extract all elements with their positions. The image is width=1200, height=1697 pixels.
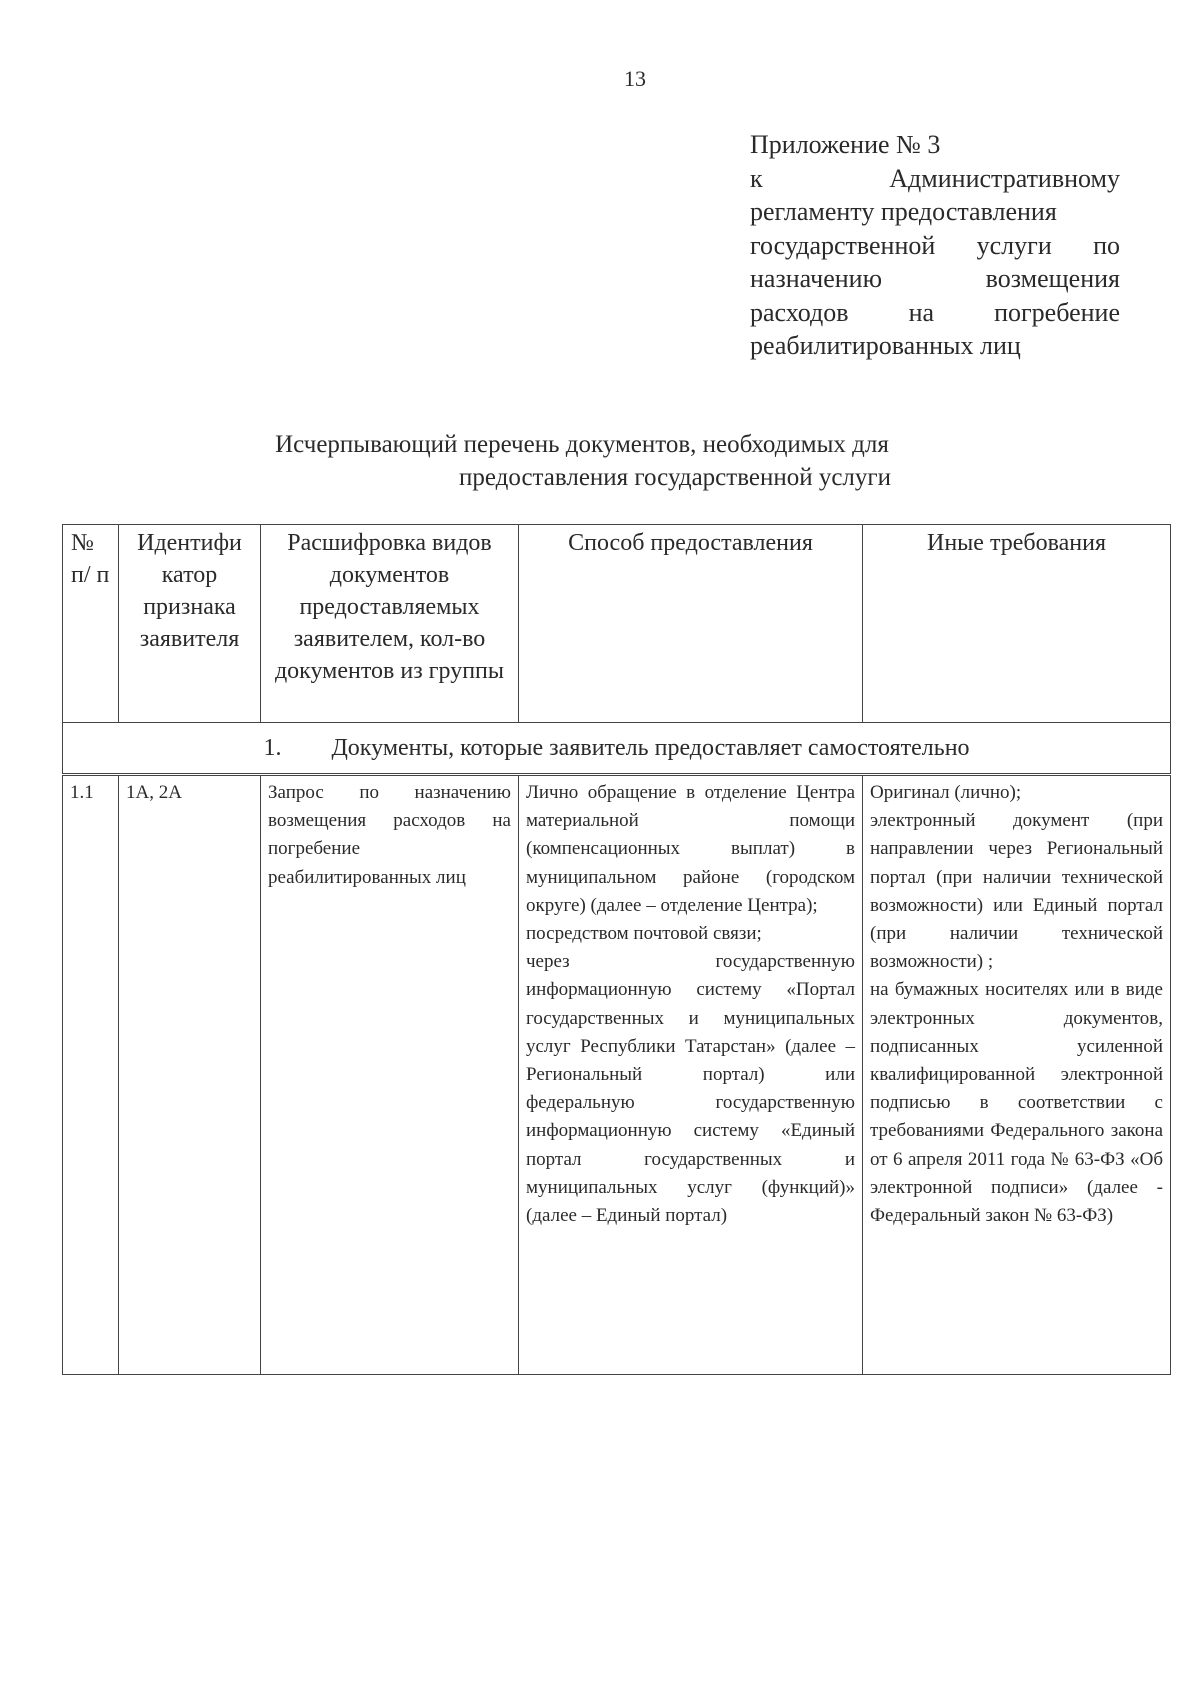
section-title: Документы, которые заявитель предоставляет самостоятельно bbox=[331, 734, 970, 761]
row-decoding: Запрос по назначению возмещения расходов на погребение реабилитированных лиц bbox=[261, 775, 519, 1375]
header-other-requirements: Иные требования bbox=[863, 525, 1171, 723]
header-method: Способ предоставления bbox=[519, 525, 863, 723]
appendix-word: возмещения bbox=[985, 264, 1120, 293]
section-cell bbox=[63, 723, 1171, 775]
table-header-row bbox=[63, 525, 1171, 723]
title-line: предоставления государственной услуги bbox=[458, 464, 892, 491]
row-other-requirements bbox=[863, 775, 1171, 1375]
method-item: через государственную информационную систему «Портал государственных и муниципальных услуг Республики Татарстан» (далее – Региональный портал) или федеральную государственную информационную систему «Единый портал государственных и муниципальных услуг (функций)» (далее – Единый портал) bbox=[526, 951, 855, 1227]
appendix-word: расходов bbox=[750, 297, 849, 327]
table-row bbox=[63, 775, 1171, 1375]
method-item: посредством почтовой связи; bbox=[526, 923, 762, 945]
appendix-word: государственной bbox=[750, 230, 936, 260]
appendix-line bbox=[750, 162, 1120, 196]
row-identifier: 1А, 2А bbox=[119, 775, 261, 1375]
appendix-header bbox=[750, 128, 1120, 363]
appendix-word: назначению bbox=[750, 264, 883, 293]
method-item: Лично обращение в отделение Центра материальной помощи (компенсационных выплат) в муниципальном районе (городском округе) (далее – отделение Центра); bbox=[526, 782, 855, 916]
appendix-word: Административному bbox=[889, 163, 1120, 193]
appendix-word: на bbox=[908, 297, 935, 327]
appendix-word: по bbox=[1093, 230, 1120, 260]
row-number: 1.1 bbox=[63, 775, 119, 1375]
appendix-line: Приложение № 3 bbox=[750, 130, 941, 159]
appendix-line bbox=[750, 296, 1120, 330]
document-title bbox=[0, 428, 1200, 494]
requirement-item: Оригинал (лично); bbox=[870, 782, 1022, 803]
title-line: Исчерпывающий перечень документов, необходимых для bbox=[275, 431, 889, 458]
header-identifier: Идентифи катор признака заявителя bbox=[119, 525, 261, 723]
appendix-word: услуги bbox=[976, 230, 1052, 260]
appendix-line: регламенту предоставления bbox=[750, 197, 1057, 226]
page-number: 13 bbox=[624, 66, 646, 91]
appendix-line bbox=[750, 262, 1120, 296]
appendix-line bbox=[750, 229, 1120, 263]
header-decoding: Расшифровка видов документов предоставляемых заявителем, кол-во документов из группы bbox=[261, 525, 519, 723]
row-method bbox=[519, 775, 863, 1375]
appendix-word: погребение bbox=[994, 297, 1120, 327]
appendix-word: к bbox=[750, 163, 763, 193]
section-number: 1. bbox=[263, 734, 282, 761]
header-number: № п/ п bbox=[63, 525, 119, 723]
documents-table bbox=[62, 524, 1171, 1375]
requirement-item: на бумажных носителях или в виде электронных документов, подписанных усиленной квалифицированной электронной подписью в соответствии с требованиями Федерального закона от 6 апреля 2011 года № 63-ФЗ «Об электронной подписи» (далее - Федеральный закон № 63-ФЗ) bbox=[870, 979, 1163, 1227]
section-row bbox=[63, 723, 1171, 775]
appendix-line: реабилитированных лиц bbox=[750, 331, 1021, 360]
requirement-item: электронный документ (при направлении через Региональный портал (при наличии технической возможности) или Единый портал (при наличии технической возможности) ; bbox=[870, 810, 1163, 973]
